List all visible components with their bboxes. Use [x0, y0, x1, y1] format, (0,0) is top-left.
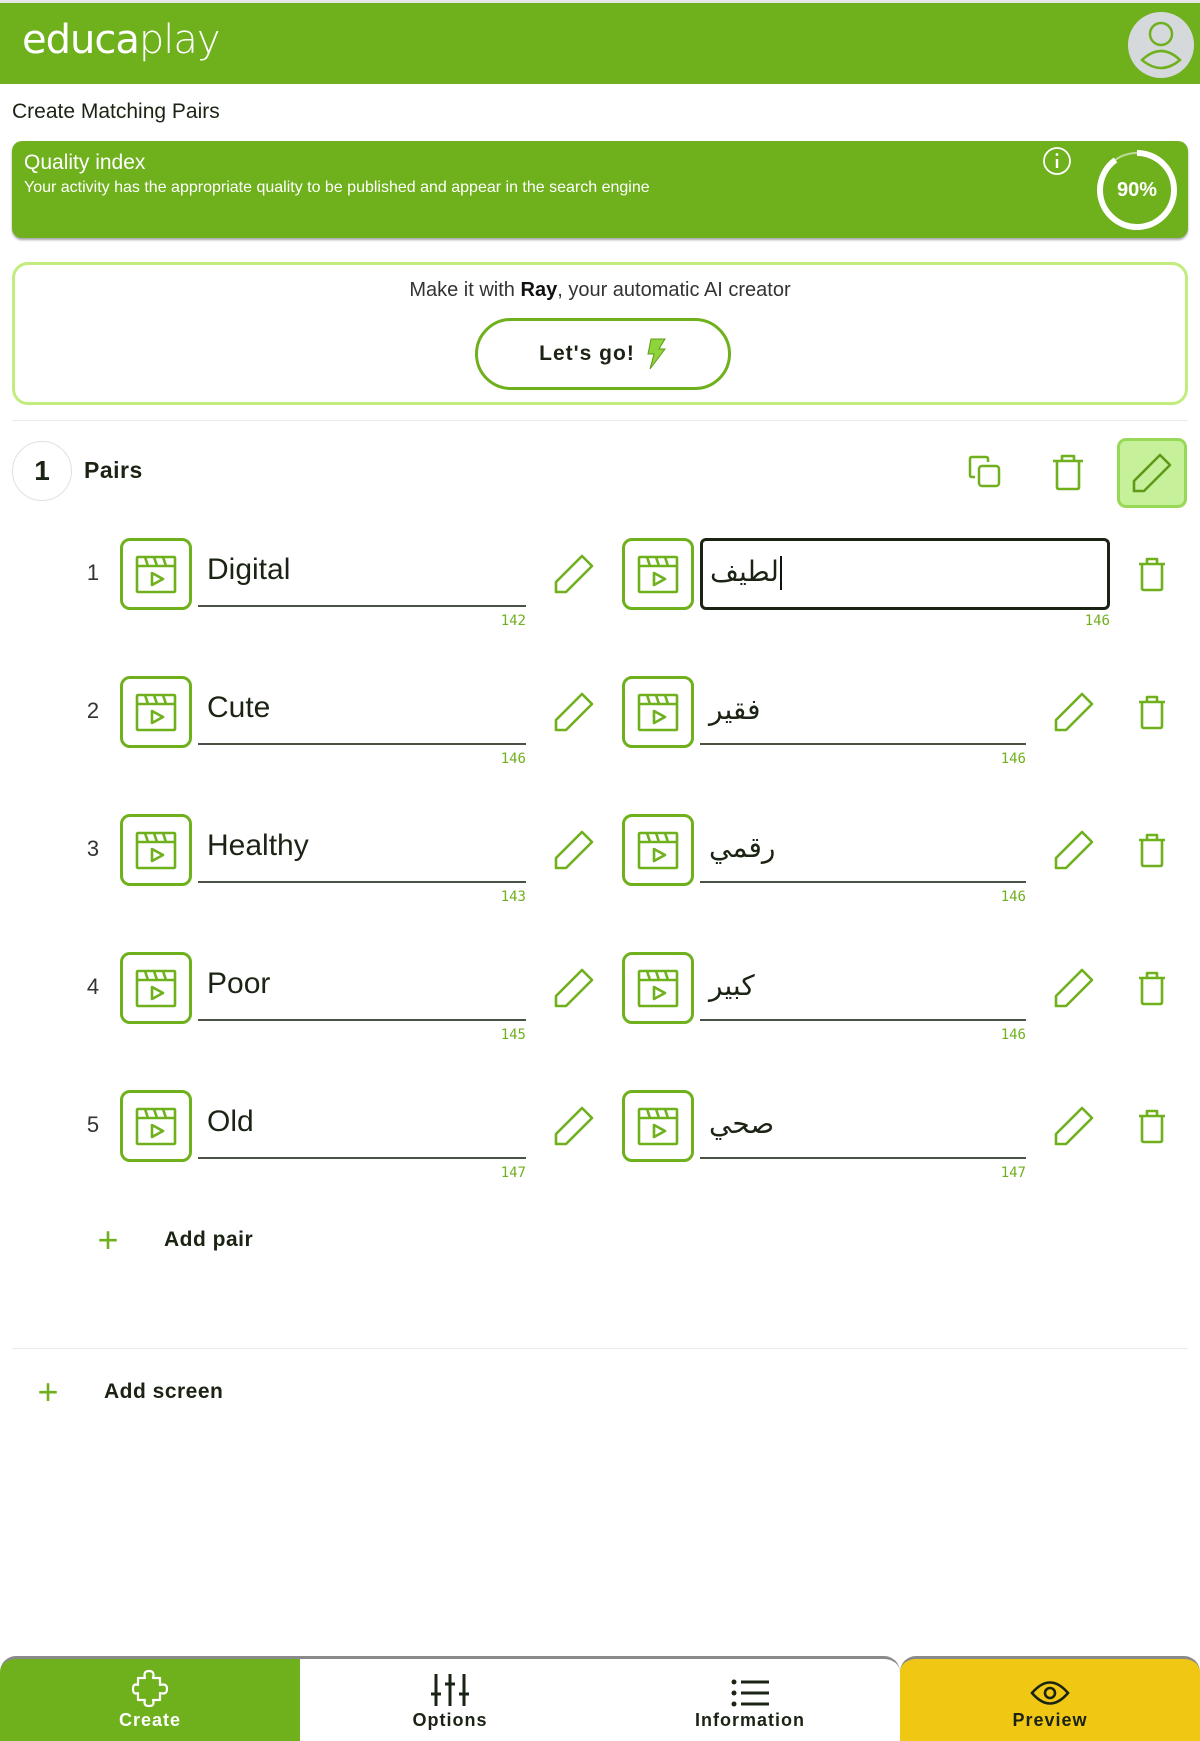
pencil-icon	[553, 691, 595, 733]
pair-index: 3	[86, 836, 100, 861]
add-screen-button[interactable]: + Add screen	[28, 1374, 223, 1410]
video-clapper-icon	[134, 690, 178, 734]
pencil-icon	[553, 967, 595, 1009]
tab-options[interactable]: Options	[300, 1656, 600, 1741]
left-edit-button[interactable]	[550, 964, 598, 1012]
add-pair-button[interactable]: + Add pair	[88, 1222, 253, 1258]
plus-icon: +	[37, 1371, 59, 1412]
pencil-icon	[1130, 451, 1174, 495]
ray-ai-box	[12, 262, 1188, 405]
section-divider	[12, 420, 1188, 421]
left-term-input[interactable]: Digital	[198, 537, 526, 607]
left-char-counter: 143	[500, 889, 526, 905]
left-term-input[interactable]: Healthy	[198, 813, 526, 883]
right-term-input[interactable]: لطيف	[700, 538, 1110, 610]
text-caret	[780, 556, 782, 590]
left-term-input[interactable]: Cute	[198, 675, 526, 745]
left-char-counter: 146	[500, 751, 526, 767]
left-edit-button[interactable]	[550, 550, 598, 598]
left-media-button[interactable]	[120, 538, 192, 610]
pencil-icon	[1053, 691, 1095, 733]
right-media-button[interactable]	[622, 676, 694, 748]
left-edit-button[interactable]	[550, 1102, 598, 1150]
pair-index: 1	[86, 560, 100, 585]
pencil-icon	[1053, 967, 1095, 1009]
quality-title: Quality index	[24, 151, 146, 174]
plus-icon: +	[97, 1219, 119, 1260]
delete-pair-button[interactable]	[1130, 828, 1174, 872]
left-edit-button[interactable]	[550, 826, 598, 874]
right-media-button[interactable]	[622, 538, 694, 610]
duplicate-screen-button[interactable]	[963, 450, 1007, 494]
right-edit-button[interactable]	[1050, 826, 1098, 874]
trash-icon	[1051, 453, 1085, 491]
user-icon	[1139, 20, 1183, 70]
trash-icon	[1137, 1108, 1167, 1144]
trash-icon	[1137, 694, 1167, 730]
right-media-button[interactable]	[622, 952, 694, 1024]
duplicate-icon	[967, 454, 1003, 490]
lets-go-button[interactable]: Let's go!	[475, 318, 731, 390]
puzzle-icon	[130, 1668, 170, 1708]
trash-icon	[1137, 832, 1167, 868]
right-media-button[interactable]	[622, 1090, 694, 1162]
pair-index: 2	[86, 698, 100, 723]
video-clapper-icon	[636, 1104, 680, 1148]
video-clapper-icon	[636, 966, 680, 1010]
pair-index: 5	[86, 1112, 100, 1137]
edit-screen-button[interactable]	[1117, 438, 1187, 508]
left-char-counter: 142	[500, 613, 526, 629]
top-bar	[0, 0, 1200, 84]
pencil-icon	[553, 1105, 595, 1147]
delete-pair-button[interactable]	[1130, 690, 1174, 734]
left-media-button[interactable]	[120, 1090, 192, 1162]
delete-pair-button[interactable]	[1130, 966, 1174, 1010]
user-avatar-button[interactable]	[1128, 12, 1194, 78]
video-clapper-icon	[134, 828, 178, 872]
right-term-input[interactable]: كبير	[700, 951, 1026, 1021]
left-char-counter: 145	[500, 1027, 526, 1043]
video-clapper-icon	[636, 828, 680, 872]
right-term-input[interactable]: رقمي	[700, 813, 1026, 883]
pencil-icon	[1053, 829, 1095, 871]
sliders-icon	[430, 1672, 470, 1708]
right-char-counter: 147	[1000, 1165, 1026, 1181]
quality-description: Your activity has the appropriate quality to be published and appear in the search engine	[24, 179, 650, 196]
pair-index: 4	[86, 974, 100, 999]
video-clapper-icon	[636, 552, 680, 596]
quality-gauge	[1092, 145, 1182, 235]
right-edit-button[interactable]	[1050, 1102, 1098, 1150]
ray-promo-text: Make it with Ray, your automatic AI creator	[409, 279, 791, 301]
video-clapper-icon	[134, 966, 178, 1010]
left-term-input[interactable]: Poor	[198, 951, 526, 1021]
left-media-button[interactable]	[120, 952, 192, 1024]
video-clapper-icon	[134, 552, 178, 596]
screen-title: Pairs	[84, 457, 143, 483]
delete-screen-button[interactable]	[1046, 450, 1090, 494]
pencil-icon	[1053, 1105, 1095, 1147]
left-media-button[interactable]	[120, 814, 192, 886]
right-edit-button[interactable]	[1050, 688, 1098, 736]
right-media-button[interactable]	[622, 814, 694, 886]
right-char-counter: 146	[1084, 613, 1110, 629]
pencil-icon	[553, 553, 595, 595]
delete-pair-button[interactable]	[1130, 1104, 1174, 1148]
eye-icon	[1030, 1678, 1070, 1708]
left-char-counter: 147	[500, 1165, 526, 1181]
right-edit-button[interactable]	[1050, 964, 1098, 1012]
tab-create[interactable]: Create	[0, 1656, 300, 1741]
quality-percent: 90%	[1116, 178, 1158, 201]
right-term-input[interactable]: فقير	[700, 675, 1026, 745]
right-term-input[interactable]: صحي	[700, 1089, 1026, 1159]
pencil-icon	[553, 829, 595, 871]
quality-index-card	[12, 141, 1188, 238]
right-char-counter: 146	[1000, 751, 1026, 767]
left-term-input[interactable]: Old	[198, 1089, 526, 1159]
left-media-button[interactable]	[120, 676, 192, 748]
delete-pair-button[interactable]	[1130, 552, 1174, 596]
list-icon	[731, 1678, 769, 1708]
right-char-counter: 146	[1000, 889, 1026, 905]
left-edit-button[interactable]	[550, 688, 598, 736]
video-clapper-icon	[636, 690, 680, 734]
video-clapper-icon	[134, 1104, 178, 1148]
tab-information[interactable]: Information	[600, 1656, 900, 1741]
tab-preview[interactable]: Preview	[900, 1656, 1200, 1741]
screen-number-badge: 1	[12, 441, 72, 501]
page-title: Create Matching Pairs	[12, 100, 220, 123]
info-icon[interactable]	[1042, 146, 1072, 176]
educaplay-logo[interactable]: educaplay	[22, 17, 220, 63]
right-char-counter: 146	[1000, 1027, 1026, 1043]
bottom-nav	[0, 1656, 1200, 1741]
trash-icon	[1137, 970, 1167, 1006]
trash-icon	[1137, 556, 1167, 592]
lightning-icon	[645, 338, 667, 370]
section-divider	[12, 1348, 1188, 1349]
